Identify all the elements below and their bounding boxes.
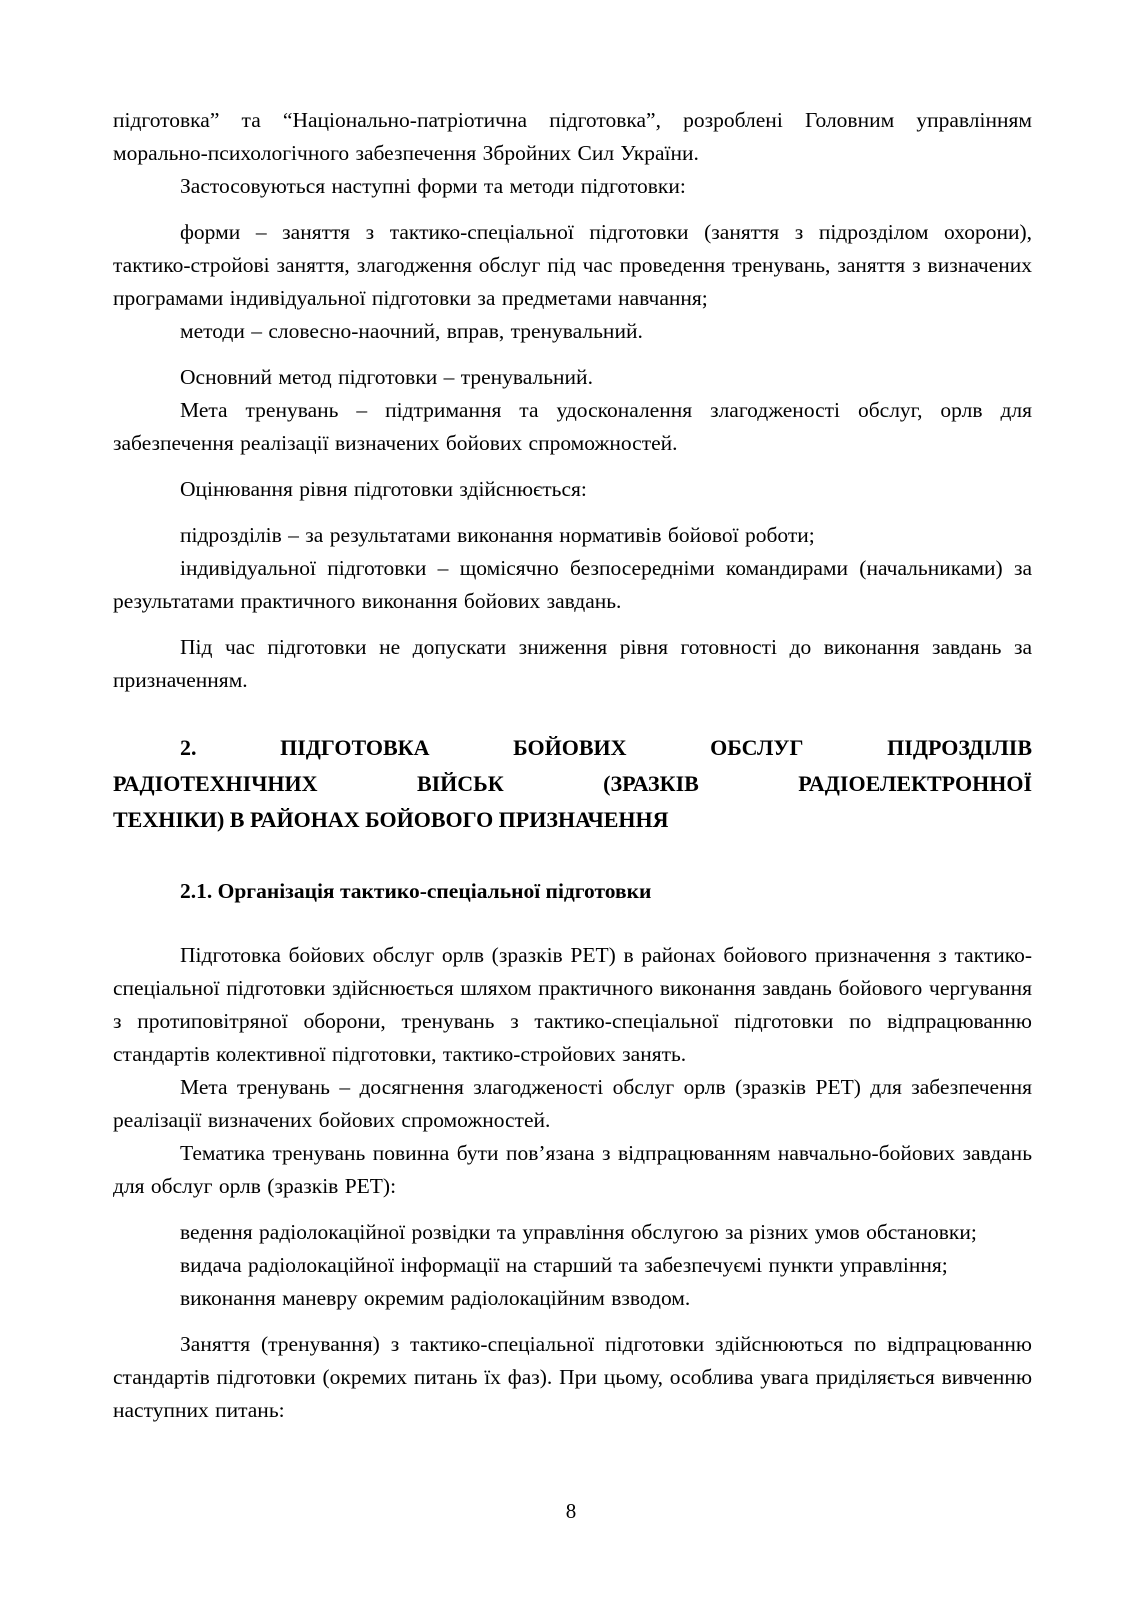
- section-heading-line: РАДІОТЕХНІЧНИХ ВІЙСЬК (ЗРАЗКІВ РАДІОЕЛЕКТРОННОЇ: [113, 771, 1032, 796]
- paragraph: Заняття (тренування) з тактико-спеціальної підготовки здійснюються по відпрацюванню стандартів підготовки (окремих питань їх фаз). При цьому, особлива увага приділяється вивченню наступних питань:: [113, 1332, 1032, 1422]
- paragraph: Під час підготовки не допускати зниження рівня готовності до виконання завдань за призначенням.: [113, 635, 1032, 692]
- paragraph: Застосовуються наступні форми та методи підготовки:: [180, 174, 686, 198]
- paragraph: Основний метод підготовки – тренувальний.: [180, 365, 593, 389]
- subsection-heading: 2.1. Організація тактико-спеціальної підготовки: [180, 879, 652, 903]
- section-heading: [113, 730, 1032, 838]
- paragraph: Мета тренувань – підтримання та удосконалення злагодженості обслуг, орлв для забезпечення реалізації визначених бойових спроможностей.: [113, 398, 1032, 455]
- paragraph-list-item: виконання маневру окремим радіолокаційним взводом.: [180, 1286, 691, 1310]
- paragraph-continued: підготовка” та “Національно-патріотична підготовка”, розроблені Головним управлінням морально-психологічного забезпечення Збройних Сил України.: [113, 108, 1032, 165]
- paragraph: Підготовка бойових обслуг орлв (зразків РЕТ) в районах бойового призначення з тактико-спеціальної підготовки здійснюється шляхом практичного виконання завдань бойового чергування з протиповітряної оборони, тренувань з тактико-спеціальної підготовки по відпрацюванню стандартів колективної підготовки, тактико-стройових занять.: [113, 943, 1032, 1066]
- section-heading-line: ТЕХНІКИ) В РАЙОНАХ БОЙОВОГО ПРИЗНАЧЕННЯ: [113, 807, 669, 832]
- page-number: 8: [565, 1499, 577, 1523]
- paragraph-list-item: видача радіолокаційної інформації на старший та забезпечуємі пункти управління;: [180, 1253, 948, 1277]
- page-content: [113, 104, 1032, 1427]
- paragraph: Оцінювання рівня підготовки здійснюється:: [180, 477, 587, 501]
- paragraph: Тематика тренувань повинна бути пов’язана з відпрацюванням навчально-бойових завдань для обслуг орлв (зразків РЕТ):: [113, 1141, 1032, 1198]
- paragraph-list-forms: форми – заняття з тактико-спеціальної підготовки (заняття з підрозділом охорони), тактико-стройові заняття, злагодження обслуг під час проведення тренувань, заняття з визначених програмами індивідуальної підготовки за предметами навчання;: [113, 220, 1032, 310]
- paragraph-list-item: підрозділів – за результатами виконання нормативів бойової роботи;: [180, 523, 815, 547]
- paragraph-list-methods: методи – словесно-наочний, вправ, тренувальний.: [180, 319, 643, 343]
- paragraph: Мета тренувань – досягнення злагодженості обслуг орлв (зразків РЕТ) для забезпечення реалізації визначених бойових спроможностей.: [113, 1075, 1032, 1132]
- paragraph-list-item: ведення радіолокаційної розвідки та управління обслугою за різних умов обстановки;: [180, 1220, 977, 1244]
- section-heading-line: 2. ПІДГОТОВКА БОЙОВИХ ОБСЛУГ ПІДРОЗДІЛІВ: [180, 735, 1032, 760]
- paragraph-list-item: індивідуальної підготовки – щомісячно безпосередніми командирами (начальниками) за результатами практичного виконання бойових завдань.: [113, 556, 1032, 613]
